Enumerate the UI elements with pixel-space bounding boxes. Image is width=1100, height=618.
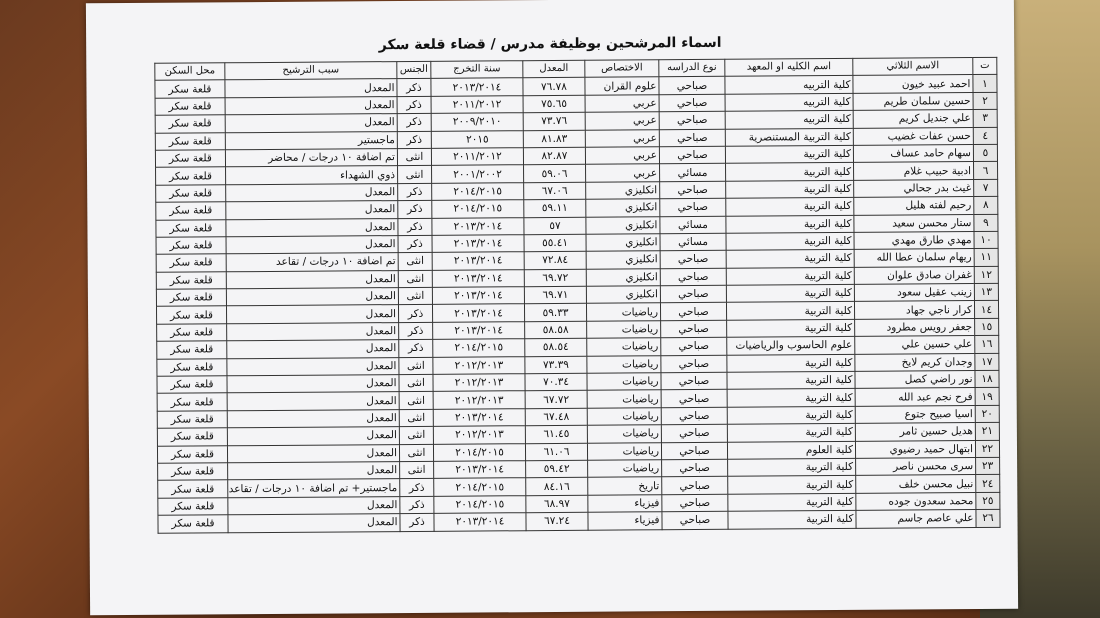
nomination-reason-cell: المعدل bbox=[228, 496, 400, 515]
page-title: اسماء المرشحين بوظيفة مدرس / قضاء قلعة سكر bbox=[378, 34, 722, 54]
gender-cell: انثى bbox=[399, 374, 433, 392]
row-index-cell: ٢١ bbox=[975, 423, 999, 441]
graduation-year-cell: ٢٠١٤/٢٠١٥ bbox=[432, 200, 524, 218]
row-index-cell: ٢٠ bbox=[975, 405, 999, 423]
specialty-cell: رياضيات bbox=[587, 442, 661, 460]
residence-cell: قلعة سكر bbox=[157, 376, 227, 394]
average-cell: ٥٧ bbox=[524, 217, 586, 235]
nomination-reason-cell: المعدل bbox=[226, 305, 398, 324]
graduation-year-cell: ٢٠١٢/٢٠١٣ bbox=[433, 391, 525, 409]
nomination-reason-cell: تم اضافة ١٠ درجات / محاضر bbox=[225, 149, 397, 168]
college-cell: كلية التربية bbox=[728, 511, 856, 529]
graduation-year-cell: ٢٠١٤/٢٠١٥ bbox=[434, 495, 526, 513]
graduation-year-cell: ٢٠١٣/٢٠١٤ bbox=[432, 269, 524, 287]
candidate-name-cell: ادبية حبيب غلام bbox=[854, 162, 974, 180]
col-header-index: ت bbox=[973, 57, 997, 75]
gender-cell: ذكر bbox=[397, 79, 431, 97]
nomination-reason-cell: ماجستير+ تم اضافة ١٠ درجات / تقاعد bbox=[228, 479, 400, 498]
study-type-cell: مسائي bbox=[660, 233, 726, 251]
average-cell: ٥٩.٣٣ bbox=[524, 304, 586, 322]
nomination-reason-cell: المعدل bbox=[228, 514, 400, 533]
residence-cell: قلعة سكر bbox=[157, 341, 227, 359]
nomination-reason-cell: المعدل bbox=[226, 218, 398, 237]
average-cell: ٥٩.٠٦ bbox=[524, 165, 586, 183]
nomination-reason-cell: ذوي الشهداء bbox=[226, 166, 398, 185]
candidate-name-cell: اسيا صبيح جتوع bbox=[855, 405, 975, 423]
gender-cell: ذكر bbox=[397, 114, 431, 132]
gender-cell: انثى bbox=[399, 444, 433, 462]
average-cell: ٧٣.٧٦ bbox=[523, 112, 585, 130]
gender-cell: ذكر bbox=[399, 340, 433, 358]
row-index-cell: ١٢ bbox=[974, 266, 998, 284]
candidate-name-cell: علي حسين علي bbox=[855, 336, 975, 354]
residence-cell: قلعة سكر bbox=[156, 185, 226, 203]
study-type-cell: صباحي bbox=[660, 251, 726, 269]
average-cell: ٨١.٨٣ bbox=[523, 130, 585, 148]
college-cell: كلية التربية bbox=[726, 267, 854, 285]
study-type-cell: مسائي bbox=[660, 164, 726, 182]
graduation-year-cell: ٢٠١١/٢٠١٢ bbox=[431, 148, 523, 166]
residence-cell: قلعة سكر bbox=[155, 115, 225, 133]
college-cell: كلية التربية bbox=[727, 406, 855, 424]
study-type-cell: صباحي bbox=[661, 338, 727, 356]
college-cell: كلية التربية bbox=[726, 215, 854, 233]
specialty-cell: تاريخ bbox=[588, 477, 662, 495]
college-cell: كلية التربية bbox=[728, 476, 856, 494]
col-header-average: المعدل bbox=[523, 60, 585, 78]
row-index-cell: ١١ bbox=[974, 249, 998, 267]
college-cell: كلية التربية bbox=[726, 302, 854, 320]
average-cell: ٦١.٠٦ bbox=[525, 443, 587, 461]
residence-cell: قلعة سكر bbox=[155, 132, 225, 150]
study-type-cell: صباحي bbox=[659, 77, 725, 95]
nomination-reason-cell: المعدل bbox=[227, 392, 399, 411]
row-index-cell: ١٩ bbox=[975, 388, 999, 406]
candidate-name-cell: جعفر رويس مطرود bbox=[855, 318, 975, 336]
gender-cell: انثى bbox=[398, 287, 432, 305]
document-page bbox=[86, 0, 1018, 615]
college-cell: كلية التربية bbox=[726, 198, 854, 216]
candidate-name-cell: حسن عفات غضيب bbox=[853, 127, 973, 145]
graduation-year-cell: ٢٠١٤/٢٠١٥ bbox=[433, 443, 525, 461]
college-cell: كلية التربية bbox=[726, 180, 854, 198]
graduation-year-cell: ٢٠١٥ bbox=[431, 130, 523, 148]
residence-cell: قلعة سكر bbox=[157, 411, 227, 429]
gender-cell: ذكر bbox=[398, 183, 432, 201]
college-cell: كلية التربية bbox=[726, 250, 854, 268]
graduation-year-cell: ٢٠١٢/٢٠١٣ bbox=[433, 426, 525, 444]
gender-cell: انثى bbox=[398, 270, 432, 288]
candidate-name-cell: سرى محسن ناصر bbox=[856, 458, 976, 476]
nomination-reason-cell: المعدل bbox=[227, 427, 399, 446]
row-index-cell: ١٧ bbox=[975, 353, 999, 371]
candidate-name-cell: وجدان كريم لايخ bbox=[855, 353, 975, 371]
specialty-cell: فيزياء bbox=[588, 512, 662, 530]
gender-cell: انثى bbox=[400, 461, 434, 479]
average-cell: ٧٠.٣٤ bbox=[525, 373, 587, 391]
gender-cell: ذكر bbox=[400, 513, 434, 531]
specialty-cell: رياضيات bbox=[587, 321, 661, 339]
average-cell: ٧٢.٨٤ bbox=[524, 252, 586, 270]
specialty-cell: رياضيات bbox=[587, 390, 661, 408]
nomination-reason-cell: تم اضافة ١٠ درجات / تقاعد bbox=[226, 253, 398, 272]
residence-cell: قلعة سكر bbox=[158, 463, 228, 481]
study-type-cell: صباحي bbox=[662, 459, 728, 477]
specialty-cell: عربي bbox=[586, 164, 660, 182]
college-cell: كلية التربية bbox=[725, 145, 853, 163]
average-cell: ٨٤.١٦ bbox=[526, 478, 588, 496]
residence-cell: قلعة سكر bbox=[156, 306, 226, 324]
college-cell: كلية التربيه bbox=[725, 111, 853, 129]
college-cell: كلية التربية المستنصرية bbox=[725, 128, 853, 146]
graduation-year-cell: ٢٠١٣/٢٠١٤ bbox=[434, 513, 526, 531]
specialty-cell: رياضيات bbox=[587, 425, 661, 443]
gender-cell: ذكر bbox=[399, 322, 433, 340]
residence-cell: قلعة سكر bbox=[155, 150, 225, 168]
residence-cell: قلعة سكر bbox=[157, 445, 227, 463]
average-cell: ٥٩.٤٢ bbox=[526, 460, 588, 478]
row-index-cell: ٢٤ bbox=[976, 475, 1000, 493]
row-index-cell: ١٥ bbox=[975, 318, 999, 336]
college-cell: كلية التربية bbox=[727, 371, 855, 389]
study-type-cell: صباحي bbox=[660, 268, 726, 286]
candidate-name-cell: هديل حسين ثامر bbox=[855, 423, 975, 441]
candidate-name-cell: ريهام سلمان عطا الله bbox=[854, 249, 974, 267]
candidate-name-cell: غفران صادق علوان bbox=[854, 266, 974, 284]
study-type-cell: صباحي bbox=[661, 390, 727, 408]
nomination-reason-cell: المعدل bbox=[226, 288, 398, 307]
study-type-cell: صباحي bbox=[662, 494, 728, 512]
candidate-name-cell: احمد عبيد خيون bbox=[853, 75, 973, 93]
gender-cell: انثى bbox=[398, 166, 432, 184]
study-type-cell: صباحي bbox=[661, 442, 727, 460]
residence-cell: قلعة سكر bbox=[155, 80, 225, 98]
specialty-cell: انكليزي bbox=[586, 199, 660, 217]
candidate-name-cell: رحيم لفته هليل bbox=[854, 197, 974, 215]
study-type-cell: صباحي bbox=[660, 181, 726, 199]
residence-cell: قلعة سكر bbox=[158, 480, 228, 498]
specialty-cell: عربي bbox=[585, 129, 659, 147]
specialty-cell: انكليزي bbox=[586, 216, 660, 234]
candidate-name-cell: علي عاصم جاسم bbox=[856, 510, 976, 528]
col-header-name: الاسم الثلاثي bbox=[853, 58, 973, 76]
residence-cell: قلعة سكر bbox=[156, 219, 226, 237]
study-type-cell: صباحي bbox=[659, 146, 725, 164]
row-index-cell: ٥ bbox=[973, 144, 997, 162]
gender-cell: انثى bbox=[398, 253, 432, 271]
specialty-cell: رياضيات bbox=[588, 460, 662, 478]
gender-cell: ذكر bbox=[398, 218, 432, 236]
specialty-cell: عربي bbox=[585, 147, 659, 165]
study-type-cell: صباحي bbox=[659, 129, 725, 147]
col-header-study-type: نوع الدراسه bbox=[659, 59, 725, 77]
average-cell: ٧٥.٦٥ bbox=[523, 95, 585, 113]
graduation-year-cell: ٢٠١٣/٢٠١٤ bbox=[434, 461, 526, 479]
specialty-cell: رياضيات bbox=[587, 338, 661, 356]
candidate-name-cell: نور راضي كصل bbox=[855, 371, 975, 389]
candidate-name-cell: حسين سلمان طريم bbox=[853, 92, 973, 110]
graduation-year-cell: ٢٠١٣/٢٠١٤ bbox=[432, 304, 524, 322]
residence-cell: قلعة سكر bbox=[155, 98, 225, 116]
study-type-cell: صباحي bbox=[660, 285, 726, 303]
residence-cell: قلعة سكر bbox=[158, 515, 228, 533]
graduation-year-cell: ٢٠١٣/٢٠١٤ bbox=[433, 322, 525, 340]
graduation-year-cell: ٢٠١٣/٢٠١٤ bbox=[432, 252, 524, 270]
specialty-cell: عربي bbox=[585, 112, 659, 130]
graduation-year-cell: ٢٠١٤/٢٠١٥ bbox=[433, 339, 525, 357]
row-index-cell: ٢٢ bbox=[975, 440, 999, 458]
row-index-cell: ٧ bbox=[974, 179, 998, 197]
candidates-table bbox=[154, 57, 1000, 533]
specialty-cell: انكليزي bbox=[586, 234, 660, 252]
graduation-year-cell: ٢٠١٣/٢٠١٤ bbox=[432, 217, 524, 235]
candidate-name-cell: نبيل محسن خلف bbox=[856, 475, 976, 493]
average-cell: ٦٩.٧١ bbox=[524, 286, 586, 304]
candidate-name-cell: فرح نجم عبد الله bbox=[855, 388, 975, 406]
graduation-year-cell: ٢٠١٣/٢٠١٤ bbox=[432, 235, 524, 253]
col-header-specialty: الاختصاص bbox=[585, 60, 659, 78]
nomination-reason-cell: المعدل bbox=[228, 462, 400, 481]
candidate-name-cell: ابتهال حميد رضيوي bbox=[855, 440, 975, 458]
study-type-cell: صباحي bbox=[661, 424, 727, 442]
residence-cell: قلعة سكر bbox=[156, 167, 226, 185]
row-index-cell: ٨ bbox=[974, 197, 998, 215]
average-cell: ٥٩.١١ bbox=[524, 199, 586, 217]
average-cell: ٦٧.٧٢ bbox=[525, 391, 587, 409]
graduation-year-cell: ٢٠١٢/٢٠١٣ bbox=[433, 356, 525, 374]
specialty-cell: رياضيات bbox=[587, 373, 661, 391]
graduation-year-cell: ٢٠١١/٢٠١٢ bbox=[431, 95, 523, 113]
gender-cell: انثى bbox=[399, 409, 433, 427]
col-header-grad-year: سنة التخرج bbox=[431, 61, 523, 79]
nomination-reason-cell: المعدل bbox=[225, 79, 397, 98]
study-type-cell: صباحي bbox=[659, 94, 725, 112]
col-header-college: اسم الكليه او المعهد bbox=[725, 58, 853, 76]
residence-cell: قلعة سكر bbox=[158, 498, 228, 516]
average-cell: ٦٧.٢٤ bbox=[526, 512, 588, 530]
gender-cell: انثى bbox=[399, 427, 433, 445]
college-cell: علوم الحاسوب والرياضيات bbox=[727, 337, 855, 355]
college-cell: كلية التربيه bbox=[725, 93, 853, 111]
college-cell: كلية التربية bbox=[728, 493, 856, 511]
specialty-cell: علوم القران bbox=[585, 77, 659, 95]
study-type-cell: صباحي bbox=[660, 303, 726, 321]
specialty-cell: انكليزي bbox=[586, 181, 660, 199]
average-cell: ٦١.٤٥ bbox=[525, 425, 587, 443]
college-cell: كلية التربية bbox=[726, 284, 854, 302]
graduation-year-cell: ٢٠١٢/٢٠١٣ bbox=[433, 374, 525, 392]
study-type-cell: مسائي bbox=[660, 216, 726, 234]
residence-cell: قلعة سكر bbox=[157, 358, 227, 376]
candidate-name-cell: علي جنديل كريم bbox=[853, 110, 973, 128]
candidate-name-cell: محمد سعدون جوده bbox=[856, 492, 976, 510]
college-cell: كلية التربية bbox=[727, 319, 855, 337]
average-cell: ٥٥.٤١ bbox=[524, 234, 586, 252]
row-index-cell: ٢٣ bbox=[976, 457, 1000, 475]
gender-cell: ذكر bbox=[400, 496, 434, 514]
average-cell: ٦٧.٤٨ bbox=[525, 408, 587, 426]
specialty-cell: رياضيات bbox=[587, 408, 661, 426]
graduation-year-cell: ٢٠٠١/٢٠٠٢ bbox=[432, 165, 524, 183]
specialty-cell: عربي bbox=[585, 95, 659, 113]
residence-cell: قلعة سكر bbox=[157, 428, 227, 446]
nomination-reason-cell: ماجستير bbox=[225, 131, 397, 150]
study-type-cell: صباحي bbox=[659, 111, 725, 129]
average-cell: ٥٨.٥٤ bbox=[525, 339, 587, 357]
nomination-reason-cell: المعدل bbox=[227, 409, 399, 428]
graduation-year-cell: ٢٠١٣/٢٠١٤ bbox=[431, 78, 523, 96]
specialty-cell: فيزياء bbox=[588, 495, 662, 513]
average-cell: ٦٩.٧٢ bbox=[524, 269, 586, 287]
candidate-name-cell: زينب عقيل سعود bbox=[854, 284, 974, 302]
gender-cell: ذكر bbox=[397, 131, 431, 149]
candidate-name-cell: كرار ناجي جهاد bbox=[854, 301, 974, 319]
row-index-cell: ٤ bbox=[973, 127, 997, 145]
study-type-cell: صباحي bbox=[661, 355, 727, 373]
row-index-cell: ١٨ bbox=[975, 370, 999, 388]
nomination-reason-cell: المعدل bbox=[227, 444, 399, 463]
row-index-cell: ٢٥ bbox=[976, 492, 1000, 510]
college-cell: كلية العلوم bbox=[727, 441, 855, 459]
college-cell: كلية التربية bbox=[726, 163, 854, 181]
college-cell: كلية التربية bbox=[727, 424, 855, 442]
study-type-cell: صباحي bbox=[660, 198, 726, 216]
residence-cell: قلعة سكر bbox=[156, 237, 226, 255]
gender-cell: ذكر bbox=[398, 200, 432, 218]
average-cell: ٧٦.٧٨ bbox=[523, 78, 585, 96]
gender-cell: انثى bbox=[399, 357, 433, 375]
row-index-cell: ١٠ bbox=[974, 231, 998, 249]
average-cell: ٨٢.٨٧ bbox=[523, 147, 585, 165]
nomination-reason-cell: المعدل bbox=[227, 340, 399, 359]
college-cell: كلية التربية bbox=[727, 389, 855, 407]
candidate-name-cell: مهدي طارق مهدي bbox=[854, 231, 974, 249]
specialty-cell: رياضيات bbox=[587, 355, 661, 373]
residence-cell: قلعة سكر bbox=[156, 202, 226, 220]
gender-cell: ذكر bbox=[397, 96, 431, 114]
nomination-reason-cell: المعدل bbox=[226, 183, 398, 202]
candidate-name-cell: غيث بدر جحالي bbox=[854, 179, 974, 197]
nomination-reason-cell: المعدل bbox=[227, 357, 399, 376]
specialty-cell: انكليزي bbox=[586, 268, 660, 286]
nomination-reason-cell: المعدل bbox=[226, 201, 398, 220]
specialty-cell: انكليزي bbox=[586, 286, 660, 304]
candidate-name-cell: سهام حامد عساف bbox=[853, 145, 973, 163]
residence-cell: قلعة سكر bbox=[156, 289, 226, 307]
college-cell: كلية التربية bbox=[728, 458, 856, 476]
study-type-cell: صباحي bbox=[661, 320, 727, 338]
nomination-reason-cell: المعدل bbox=[225, 114, 397, 133]
graduation-year-cell: ٢٠١٣/٢٠١٤ bbox=[432, 287, 524, 305]
graduation-year-cell: ٢٠١٤/٢٠١٥ bbox=[432, 182, 524, 200]
col-header-residence: محل السكن bbox=[155, 63, 225, 81]
row-index-cell: ١٤ bbox=[974, 301, 998, 319]
row-index-cell: ١٦ bbox=[975, 336, 999, 354]
residence-cell: قلعة سكر bbox=[156, 254, 226, 272]
gender-cell: ذكر bbox=[400, 479, 434, 497]
row-index-cell: ٩ bbox=[974, 214, 998, 232]
row-index-cell: ١٣ bbox=[974, 283, 998, 301]
average-cell: ٦٨.٩٧ bbox=[526, 495, 588, 513]
study-type-cell: صباحي bbox=[662, 477, 728, 495]
row-index-cell: ٢٦ bbox=[976, 510, 1000, 528]
college-cell: كلية التربيه bbox=[725, 76, 853, 94]
residence-cell: قلعة سكر bbox=[157, 324, 227, 342]
specialty-cell: انكليزي bbox=[586, 251, 660, 269]
college-cell: كلية التربية bbox=[726, 232, 854, 250]
row-index-cell: ١ bbox=[973, 75, 997, 93]
nomination-reason-cell: المعدل bbox=[226, 235, 398, 254]
candidate-name-cell: ستار محسن سعيد bbox=[854, 214, 974, 232]
gender-cell: انثى bbox=[399, 392, 433, 410]
col-header-reason: سبب الترشيح bbox=[225, 62, 397, 81]
nomination-reason-cell: المعدل bbox=[226, 270, 398, 289]
college-cell: كلية التربية bbox=[727, 354, 855, 372]
nomination-reason-cell: المعدل bbox=[227, 375, 399, 394]
graduation-year-cell: ٢٠١٤/٢٠١٥ bbox=[434, 478, 526, 496]
study-type-cell: صباحي bbox=[662, 511, 728, 529]
col-header-gender: الجنس bbox=[397, 61, 431, 79]
row-index-cell: ٦ bbox=[974, 162, 998, 180]
average-cell: ٧٣.٣٩ bbox=[525, 356, 587, 374]
average-cell: ٥٨.٥٨ bbox=[525, 321, 587, 339]
graduation-year-cell: ٢٠١٣/٢٠١٤ bbox=[433, 409, 525, 427]
gender-cell: ذكر bbox=[398, 305, 432, 323]
study-type-cell: صباحي bbox=[661, 407, 727, 425]
specialty-cell: رياضيات bbox=[586, 303, 660, 321]
study-type-cell: صباحي bbox=[661, 372, 727, 390]
residence-cell: قلعة سكر bbox=[157, 393, 227, 411]
graduation-year-cell: ٢٠٠٩/٢٠١٠ bbox=[431, 113, 523, 131]
gender-cell: ذكر bbox=[398, 235, 432, 253]
residence-cell: قلعة سكر bbox=[156, 271, 226, 289]
nomination-reason-cell: المعدل bbox=[227, 322, 399, 341]
gender-cell: انثى bbox=[397, 148, 431, 166]
row-index-cell: ٣ bbox=[973, 110, 997, 128]
average-cell: ٦٧.٠٦ bbox=[524, 182, 586, 200]
nomination-reason-cell: المعدل bbox=[225, 96, 397, 115]
row-index-cell: ٢ bbox=[973, 92, 997, 110]
